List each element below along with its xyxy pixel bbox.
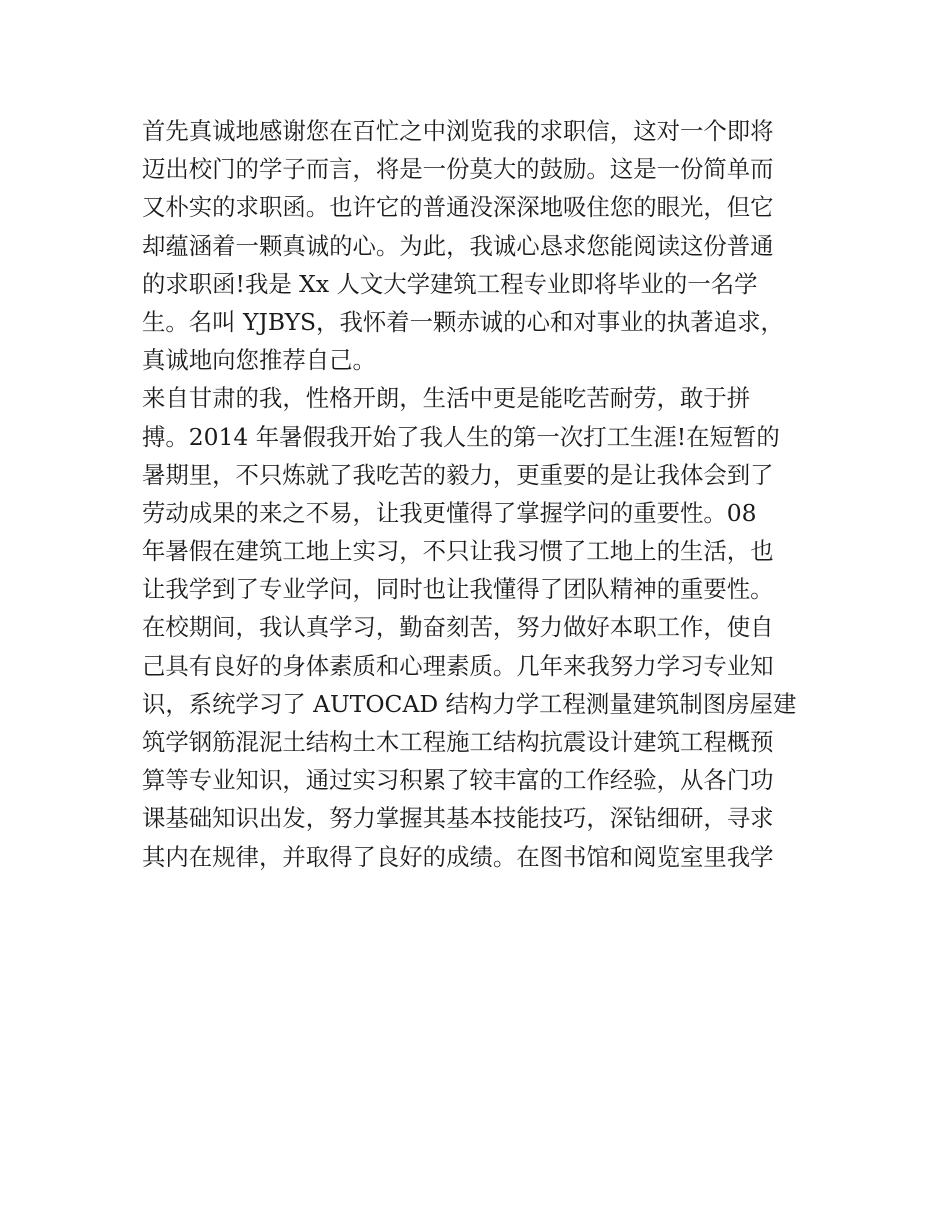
- text-line: 首先真诚地感谢您在百忙之中浏览我的求职信，这对一个即将: [142, 117, 774, 145]
- text-line: 算等专业知识，通过实习积累了较丰富的工作经验，从各门功: [142, 766, 774, 795]
- text-line: 的求职函!我是 Xx 人文大学建筑工程专业即将毕业的一名学: [142, 269, 758, 298]
- text-line: 筑学钢筋混泥土结构土木工程施工结构抗震设计建筑工程概预: [142, 728, 774, 756]
- text-line: 又朴实的求职函。也许它的普通没深深地吸住您的眼光，但它: [142, 193, 774, 222]
- text-line: 识，系统学习了 AUTOCAD 结构力学工程测量建筑制图房屋建: [142, 689, 797, 718]
- text-line: 搏。2014 年暑假我开始了我人生的第一次打工生涯!在短暂的: [142, 422, 780, 451]
- text-line: 在校期间，我认真学习，勤奋刻苦，努力做好本职工作，使自: [142, 613, 774, 642]
- text-line: 劳动成果的来之不易，让我更懂得了掌握学问的重要性。08: [142, 498, 757, 527]
- text-line: 年暑假在建筑工地上实习，不只让我习惯了工地上的生活，也: [142, 537, 774, 566]
- text-line: 课基础知识出发，努力掌握其基本技能技巧，深钻细研，寻求: [142, 804, 774, 833]
- text-line: 其内在规律，并取得了良好的成绩。在图书馆和阅览室里我学: [142, 842, 774, 871]
- text-line: 让我学到了专业学问，同时也让我懂得了团队精神的重要性。: [142, 575, 774, 604]
- text-line: 暑期里，不只炼就了我吃苦的毅力，更重要的是让我体会到了: [142, 460, 774, 489]
- document-body: [142, 112, 814, 876]
- text-line: 却蕴涵着一颗真诚的心。为此，我诚心恳求您能阅读这份普通: [142, 231, 774, 260]
- text-line: 生。名叫 YJBYS，我怀着一颗赤诚的心和对事业的执著追求，: [142, 307, 784, 336]
- text-line: 来自甘肃的我，性格开朗，生活中更是能吃苦耐劳，敢于拼: [142, 384, 751, 413]
- text-line: 真诚地向您推荐自己。: [142, 346, 376, 375]
- text-line: 己具有良好的身体素质和心理素质。几年来我努力学习专业知: [142, 651, 774, 680]
- text-line: 迈出校门的学子而言，将是一份莫大的鼓励。这是一份简单而: [142, 155, 774, 184]
